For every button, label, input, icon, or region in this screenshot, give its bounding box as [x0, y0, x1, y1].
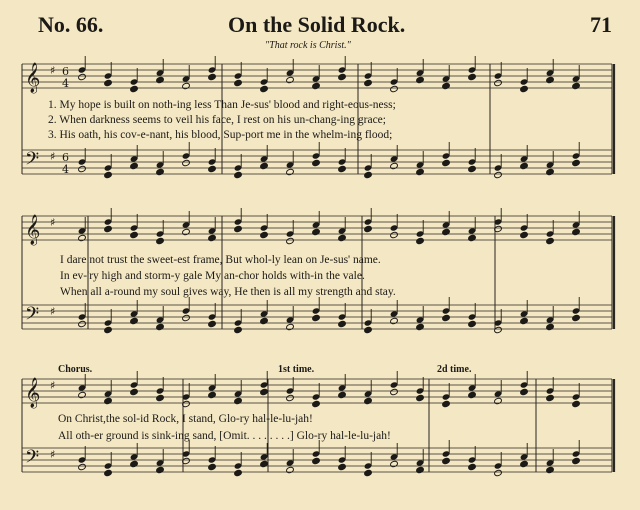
note-head [468, 391, 477, 398]
note-head [234, 469, 243, 476]
note-head [234, 79, 243, 86]
note-head [572, 457, 581, 464]
first-time-label: 1st time. [278, 364, 315, 375]
hymn-title: On the Solid Rock. [228, 12, 406, 37]
note-head [364, 469, 373, 476]
note-head [520, 388, 529, 395]
note-head [338, 320, 347, 327]
time-signature: 6 [62, 151, 69, 164]
key-signature: ♯ [50, 448, 56, 461]
page-number: 71 [590, 12, 612, 37]
note-head [546, 237, 555, 244]
key-signature: ♯ [50, 150, 56, 163]
note-head [468, 73, 477, 80]
note-head [442, 400, 451, 407]
note-head [546, 323, 555, 330]
note-head [234, 397, 243, 404]
note-head [286, 76, 295, 83]
note-head [390, 317, 399, 324]
note-head [572, 159, 581, 166]
note-head [78, 234, 87, 241]
treble-clef: 𝄞 [25, 215, 41, 245]
treble-clef: 𝄞 [25, 63, 41, 93]
note-head [416, 237, 425, 244]
note-head [130, 388, 139, 395]
note-head [364, 171, 373, 178]
verse-line-2-2: In ev-'ry high and storm-y gale My an-chor holds with-in the vale. [60, 270, 365, 282]
note-head [78, 320, 87, 327]
verse-line-2-1: I dare not trust the sweet-est frame, But whol-ly lean on Je-sus' name. [60, 254, 381, 266]
note-head [182, 159, 191, 166]
verse-line-2-3: When all a-round my soul gives way, He then is all my strength and stay. [60, 286, 396, 298]
key-signature: ♯ [50, 216, 56, 229]
note-head [130, 85, 139, 92]
hymn-subtitle: "That rock is Christ." [265, 40, 351, 51]
note-head [78, 391, 87, 398]
note-head [104, 225, 113, 232]
note-head [416, 76, 425, 83]
time-signature: 6 [62, 65, 69, 78]
note-head [416, 323, 425, 330]
note-head [78, 165, 87, 172]
chorus-line-1: On Christ,the sol-id Rock, I stand, Glo-ry hal-le-lu-jah! [58, 413, 313, 425]
note-head [182, 82, 191, 89]
note-head [494, 171, 503, 178]
note-head [364, 79, 373, 86]
note-head [338, 165, 347, 172]
bass-clef: 𝄢 [25, 304, 40, 329]
second-time-label: 2d time. [437, 364, 472, 375]
note-head [442, 82, 451, 89]
note-head [442, 314, 451, 321]
note-head [260, 317, 269, 324]
hymn-number: No. 66. [38, 12, 104, 37]
note-head [234, 171, 243, 178]
note-head [312, 457, 321, 464]
note-head [572, 400, 581, 407]
note-head [156, 76, 165, 83]
note-head [260, 85, 269, 92]
note-head [390, 85, 399, 92]
note-head [416, 394, 425, 401]
note-head [260, 162, 269, 169]
note-head [338, 463, 347, 470]
note-head [208, 73, 217, 80]
note-head [442, 457, 451, 464]
note-head [390, 162, 399, 169]
note-head [390, 231, 399, 238]
note-head [130, 460, 139, 467]
note-head [156, 323, 165, 330]
time-signature: 4 [62, 77, 69, 90]
note-head [546, 76, 555, 83]
note-head [182, 228, 191, 235]
note-head [468, 320, 477, 327]
verse-line-1-2: 2. When darkness seems to veil his face, I rest on his un-chang-ing grace; [48, 114, 386, 126]
note-head [390, 388, 399, 395]
key-signature: ♯ [50, 379, 56, 392]
note-head [572, 314, 581, 321]
note-head [390, 460, 399, 467]
note-head [494, 397, 503, 404]
note-head [208, 320, 217, 327]
note-head [364, 397, 373, 404]
note-head [156, 168, 165, 175]
verse-line-1-1: 1. My hope is built on noth-ing less Than Je-sus' blood and right-eous-ness; [48, 99, 396, 111]
note-head [416, 168, 425, 175]
note-head [156, 237, 165, 244]
note-head [208, 391, 217, 398]
note-head [546, 466, 555, 473]
note-head [182, 314, 191, 321]
note-head [208, 165, 217, 172]
note-head [208, 463, 217, 470]
note-head [442, 228, 451, 235]
note-head [416, 466, 425, 473]
note-head [364, 225, 373, 232]
note-head [442, 159, 451, 166]
note-head [494, 79, 503, 86]
note-head [312, 400, 321, 407]
note-head [260, 460, 269, 467]
note-head [286, 168, 295, 175]
note-head [104, 79, 113, 86]
note-head [494, 469, 503, 476]
note-head [104, 397, 113, 404]
bass-clef: 𝄢 [25, 149, 40, 174]
note-head [78, 463, 87, 470]
note-head [286, 394, 295, 401]
note-head [312, 82, 321, 89]
note-head [260, 231, 269, 238]
bass-clef: 𝄢 [25, 447, 40, 472]
note-head [338, 391, 347, 398]
key-signature: ♯ [50, 64, 56, 77]
note-head [312, 314, 321, 321]
note-head [286, 237, 295, 244]
note-head [104, 469, 113, 476]
note-head [78, 73, 87, 80]
note-head [364, 326, 373, 333]
note-head [312, 159, 321, 166]
note-head [208, 234, 217, 241]
note-head [572, 82, 581, 89]
note-head [130, 231, 139, 238]
note-head [468, 165, 477, 172]
note-head [338, 73, 347, 80]
note-head [130, 162, 139, 169]
note-head [520, 317, 529, 324]
note-head [156, 466, 165, 473]
note-head [520, 231, 529, 238]
treble-clef: 𝄞 [25, 378, 41, 408]
note-head [338, 234, 347, 241]
note-head [156, 394, 165, 401]
note-head [286, 323, 295, 330]
note-head [546, 168, 555, 175]
note-head [130, 317, 139, 324]
note-head [468, 234, 477, 241]
chorus-label: Chorus. [58, 364, 93, 375]
note-head [520, 162, 529, 169]
note-head [286, 466, 295, 473]
note-head [104, 171, 113, 178]
note-head [234, 326, 243, 333]
key-signature: ♯ [50, 305, 56, 318]
note-head [520, 85, 529, 92]
note-head [546, 394, 555, 401]
time-signature: 4 [62, 163, 69, 176]
note-head [104, 326, 113, 333]
chorus-line-2: All oth-er ground is sink-ing sand, [Omit. . . . . . . .] Glo-ry hal-le-lu-jah! [58, 430, 391, 442]
verse-line-1-3: 3. His oath, his cov-e-nant, his blood, Sup-port me in the whelm-ing flood; [48, 129, 393, 141]
note-head [572, 228, 581, 235]
note-head [520, 460, 529, 467]
note-head [260, 388, 269, 395]
note-head [468, 463, 477, 470]
note-head [234, 225, 243, 232]
note-head [312, 228, 321, 235]
